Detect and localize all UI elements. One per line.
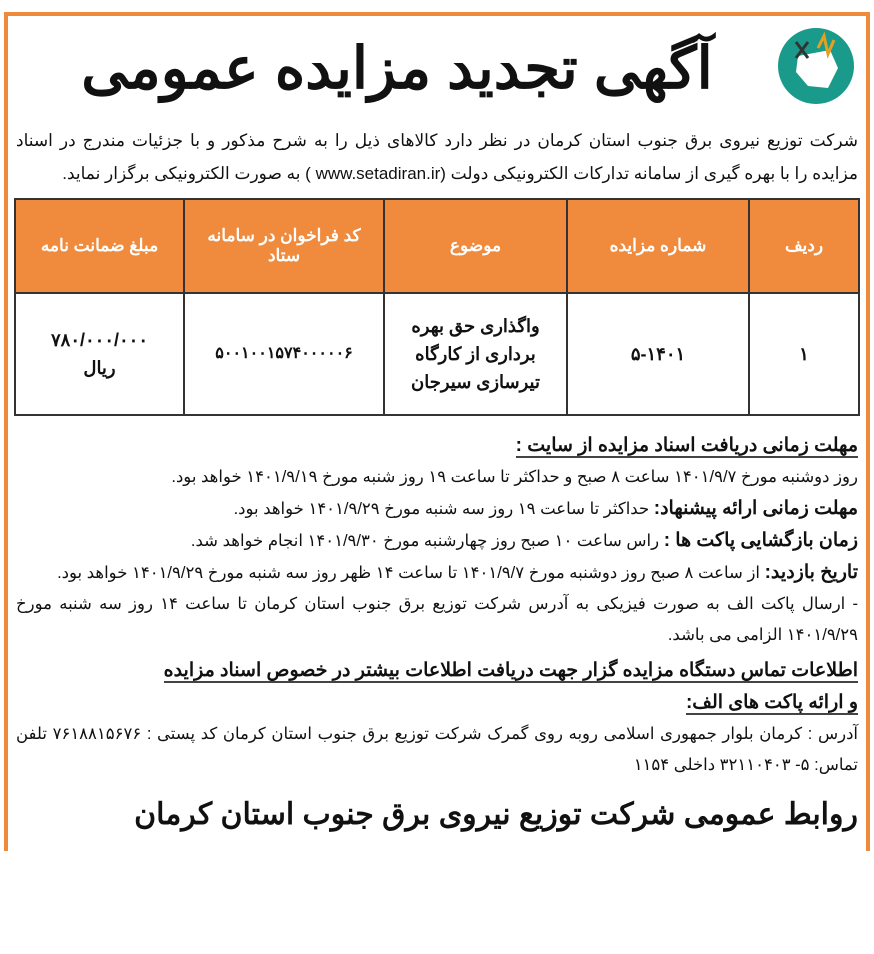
table-row — [15, 293, 859, 415]
ad-border — [4, 12, 870, 851]
opening-text: راس ساعت ۱۰ صبح روز چهارشنبه مورخ ۱۴۰۱/۹/۳۰ انجام خواهد شد. — [190, 532, 664, 550]
header-subject: موضوع — [384, 199, 567, 293]
opening-label: زمان بازگشایی پاکت ها : — [663, 530, 858, 551]
table-header-row — [15, 199, 859, 293]
cell-auction-number: ۵-۱۴۰۱ — [567, 293, 749, 415]
cell-row-number: ۱ — [749, 293, 859, 415]
intro-paragraph: شرکت توزیع نیروی برق جنوب استان کرمان در نظر دارد کالاهای ذیل را به شرح مذکور و با جزئیات مندرج در اسناد مزایده را با بهره گیری از سامانه تدارکات الکترونیکی دولت (www.setadiran.ir ) به صورت الکترونیکی برگزار نماید. — [16, 131, 858, 183]
auction-table — [14, 198, 860, 416]
docs-text: روز دوشنبه مورخ ۱۴۰۱/۹/۷ ساعت ۸ صبح و حداکثر تا ساعت ۱۹ روز شنبه مورخ ۱۴۰۱/۹/۱۹ خواهد بود. — [171, 468, 858, 486]
contact-heading-line1: اطلاعات تماس دستگاه مزایده گزار جهت دریافت اطلاعات بیشتر در خصوص اسناد مزایده — [163, 660, 858, 681]
envelope-text: - ارسال پاکت الف به صورت فیزیکی به آدرس شرکت توزیع برق جنوب استان کرمان تا ساعت ۱۴ روز سه شنبه مورخ ۱۴۰۱/۹/۲۹ الزامی می باشد. — [16, 595, 858, 644]
header-row-number: ردیف — [749, 199, 859, 293]
header-guarantee-amount: مبلغ ضمانت نامه — [15, 199, 184, 293]
cell-subject: واگذاری حق بهره برداری از کارگاه تیرسازی سیرجان — [384, 293, 567, 415]
visit-text: از ساعت ۸ صبح روز دوشنبه مورخ ۱۴۰۱/۹/۷ تا ساعت ۱۴ ظهر روز سه شنبه مورخ ۱۴۰۱/۹/۲۹ خواهد بود. — [57, 564, 765, 582]
header-setad-code: کد فراخوان در سامانه ستاد — [184, 199, 384, 293]
page-title: آگهی تجدید مزایده عمومی — [81, 36, 713, 101]
offer-text: حداکثر تا ساعت ۱۹ روز سه شنبه مورخ ۱۴۰۱/۹/۲۹ خواهد بود. — [233, 500, 654, 518]
cell-guarantee-amount: ۷۸۰/۰۰۰/۰۰۰ ریال — [15, 293, 184, 415]
contact-heading-line2: و ارائه پاکت های الف: — [685, 692, 858, 713]
company-logo-icon — [778, 28, 854, 104]
visit-label: تاریخ بازدید: — [764, 562, 858, 583]
cell-setad-code: ۵۰۰۱۰۰۱۵۷۴۰۰۰۰۰۶ — [184, 293, 384, 415]
header-area — [14, 24, 860, 120]
docs-heading: مهلت زمانی دریافت اسناد مزایده از سایت : — [515, 435, 858, 456]
address-text: آدرس : کرمان بلوار جمهوری اسلامی روبه روی گمرک شرکت توزیع برق جنوب استان کرمان کد پستی : ۷۶۱۸۸۱۵۶۷۶ تلفن تماس: ۵- ۳۲۱۱۰۴۰۳ داخلی ۱۱۵۴ — [16, 725, 858, 774]
header-auction-number: شماره مزایده — [567, 199, 749, 293]
footer-signature: روابط عمومی شرکت توزیع نیروی برق جنوب استان کرمان — [134, 798, 858, 831]
offer-label: مهلت زمانی ارائه پیشنهاد: — [653, 498, 858, 519]
details-section — [14, 430, 860, 781]
